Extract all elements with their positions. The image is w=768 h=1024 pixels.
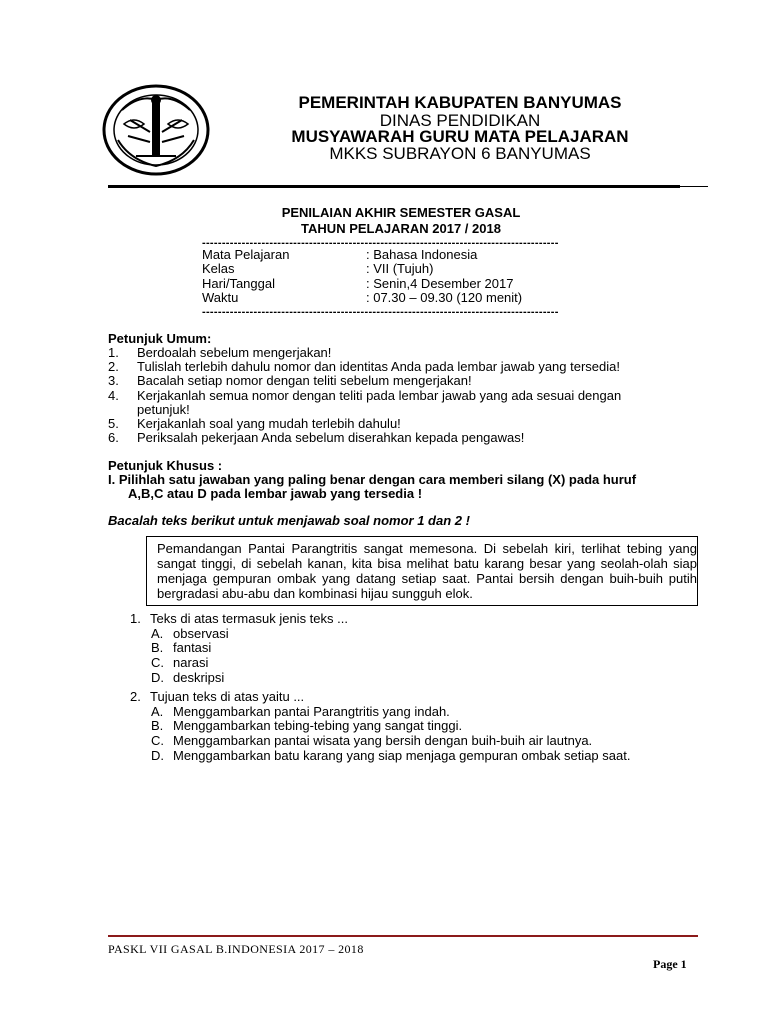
question-number: 1. xyxy=(130,611,141,626)
special-instructions-line-1: I. Pilihlah satu jawaban yang paling benar dengan cara memberi silang (X) pada huruf xyxy=(108,472,637,487)
dashed-divider-bottom: ------------------------------------------------------------------------------------------ xyxy=(202,306,559,318)
option xyxy=(130,627,348,642)
dashed-divider-top: ------------------------------------------------------------------------------------------ xyxy=(202,237,559,249)
option xyxy=(130,749,630,764)
info-key: Mata Pelajaran xyxy=(202,247,290,262)
info-value: : VII (Tujuh) xyxy=(366,261,434,277)
option-text: fantasi xyxy=(173,640,212,656)
option-key: D. xyxy=(151,747,164,763)
info-key: Waktu xyxy=(202,289,239,305)
item-text: Kerjakanlah soal yang mudah terlebih dahulu! xyxy=(137,416,401,432)
special-instructions-line-2: A,B,C atau D pada lembar jawab yang tersedia ! xyxy=(128,486,423,501)
option-text: deskripsi xyxy=(173,669,225,685)
header-line-1: PEMERINTAH KABUPATEN BANYUMAS xyxy=(298,93,622,112)
item-text: Periksalah pekerjaan Anda sebelum diserahkan kepada pengawas! xyxy=(137,430,525,446)
option-key: C. xyxy=(151,733,164,749)
question-2 xyxy=(130,690,630,764)
regency-emblem-icon xyxy=(100,80,212,180)
option-text: Menggambarkan pantai wisata yang bersih dengan buih-buih air lautnya. xyxy=(173,733,593,749)
info-value: : Bahasa Indonesia xyxy=(366,247,478,262)
item-number: 5. xyxy=(108,416,119,432)
list-item xyxy=(108,403,688,417)
item-number: 6. xyxy=(108,430,119,446)
item-number: 1. xyxy=(108,345,119,360)
option xyxy=(130,641,348,656)
page-number: Page 1 xyxy=(653,957,687,971)
info-row xyxy=(202,291,522,305)
question-number: 2. xyxy=(130,689,141,704)
list-item xyxy=(108,346,688,360)
option-key: B. xyxy=(151,640,164,656)
exam-info xyxy=(202,248,522,305)
option-text: Menggambarkan pantai Parangtritis yang indah. xyxy=(173,703,450,719)
option-text: observasi xyxy=(173,625,229,641)
info-row xyxy=(202,248,522,262)
option-key: B. xyxy=(151,718,164,734)
item-number: 4. xyxy=(108,387,119,403)
info-value: : 07.30 – 09.30 (120 menit) xyxy=(366,289,523,305)
header-divider xyxy=(108,185,680,188)
general-instructions-title: Petunjuk Umum: xyxy=(108,331,212,346)
list-item xyxy=(108,417,688,431)
item-text: Bacalah setiap nomor dengan teliti sebelum mengerjakan! xyxy=(137,373,472,389)
question-text: Tujuan teks di atas yaitu ... xyxy=(150,689,305,704)
info-key: Hari/Tanggal xyxy=(202,275,275,291)
option-key: A. xyxy=(151,625,164,641)
option-text: Menggambarkan tebing-tebing yang sangat tinggi. xyxy=(173,718,463,734)
option xyxy=(130,734,630,749)
option-key: C. xyxy=(151,655,164,671)
option-text: narasi xyxy=(173,655,209,671)
option-text: Menggambarkan batu karang yang siap menjaga gempuran ombak setiap saat. xyxy=(173,747,631,763)
header-line-2: DINAS PENDIDIKAN xyxy=(379,111,541,130)
question-stem xyxy=(130,690,630,705)
exam-year: TAHUN PELAJARAN 2017 / 2018 xyxy=(301,221,501,236)
info-key: Kelas xyxy=(202,261,235,277)
footer-label: PASKL VII GASAL B.INDONESIA 2017 – 2018 xyxy=(108,942,364,956)
passage-text: Pemandangan Pantai Parangtritis sangat memesona. Di sebelah kiri, terlihat tebing yang sangat tinggi, di sebelah kanan, kita bisa melihat batu karang besar yang seolah-olah siap menjaga gempuran ombak yang datang setiap saat. Pantai bersih dengan buih-buih putih bergradasi abu-abu dan kombinasi hijau sungguh elok. xyxy=(157,541,697,601)
info-row xyxy=(202,277,522,291)
info-row xyxy=(202,262,522,276)
item-number xyxy=(108,403,137,417)
header-line-3: MUSYAWARAH GURU MATA PELAJARAN xyxy=(291,127,629,146)
question-stem xyxy=(130,612,348,627)
item-text: Kerjakanlah semua nomor dengan teliti pada lembar jawab yang ada sesuai dengan xyxy=(137,387,622,403)
list-item xyxy=(108,374,688,388)
list-item xyxy=(108,389,688,403)
list-item xyxy=(108,360,688,374)
special-instructions-title: Petunjuk Khusus : xyxy=(108,458,223,473)
item-text: Tulislah terlebih dahulu nomor dan identitas Anda pada lembar jawab yang tersedia! xyxy=(137,359,620,375)
list-item xyxy=(108,431,688,445)
question-text: Teks di atas termasuk jenis teks ... xyxy=(150,611,348,626)
header-divider-tail xyxy=(680,186,708,187)
item-text: Berdoalah sebelum mengerjakan! xyxy=(137,345,332,360)
item-number: 2. xyxy=(108,359,119,375)
option xyxy=(130,705,630,720)
footer-divider xyxy=(108,935,698,937)
general-instructions-list xyxy=(108,346,688,445)
option xyxy=(130,656,348,671)
question-1 xyxy=(130,612,348,686)
exam-title: PENILAIAN AKHIR SEMESTER GASAL xyxy=(281,205,521,220)
item-text: petunjuk! xyxy=(137,401,190,417)
option xyxy=(130,671,348,686)
option-key: A. xyxy=(151,703,164,719)
header-line-4: MKKS SUBRAYON 6 BANYUMAS xyxy=(329,144,591,163)
info-value: : Senin,4 Desember 2017 xyxy=(366,275,514,291)
passage-box xyxy=(146,536,698,606)
item-number: 3. xyxy=(108,373,119,389)
reading-instruction: Bacalah teks berikut untuk menjawab soal nomor 1 dan 2 ! xyxy=(108,513,470,528)
option xyxy=(130,719,630,734)
option-key: D. xyxy=(151,669,164,685)
